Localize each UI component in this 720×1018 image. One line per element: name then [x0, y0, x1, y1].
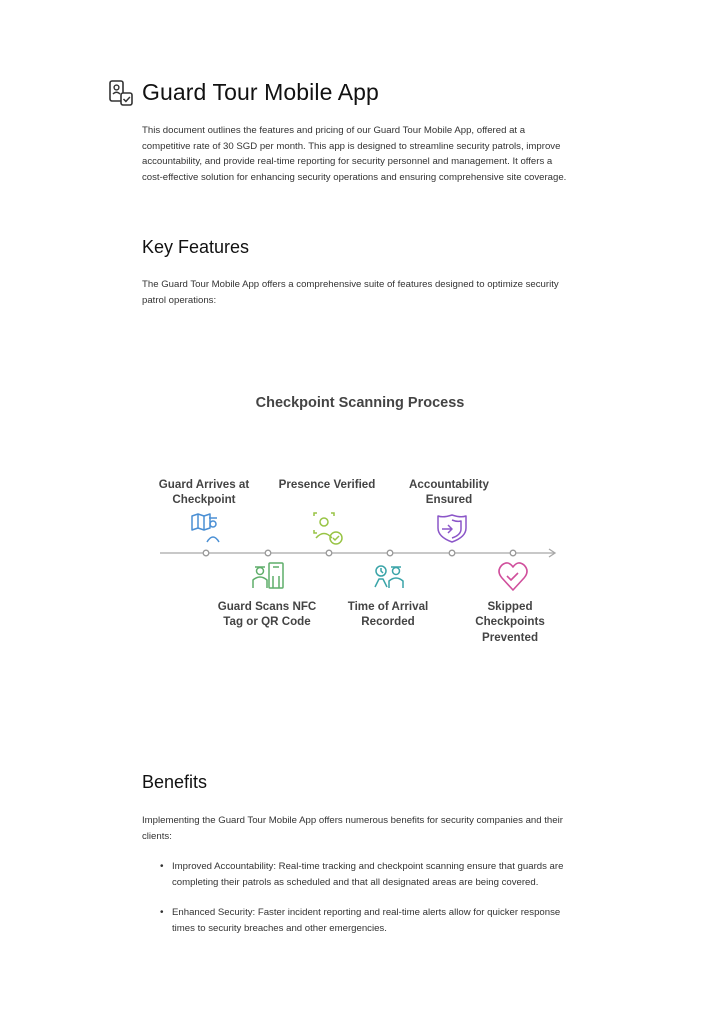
timeline-node [510, 550, 516, 556]
guard-clock-icon [375, 566, 403, 588]
timeline-node [326, 550, 332, 556]
timeline-axis [160, 549, 555, 557]
step-label-guard-arrives: Guard Arrives at Checkpoint [158, 478, 250, 507]
bullet-icon: • [160, 861, 164, 872]
title-row [108, 64, 379, 122]
guard-phone-icon [108, 79, 134, 107]
step-label-time-recorded: Time of Arrival Recorded [347, 600, 429, 629]
timeline-node [387, 550, 393, 556]
page-title: Guard Tour Mobile App [142, 79, 379, 106]
checkpoint-diagram [150, 390, 570, 660]
step-label-presence-verified: Presence Verified [278, 478, 376, 491]
benefits-heading: Benefits [142, 772, 208, 792]
key-features-paragraph: The Guard Tour Mobile App offers a comprehensive suite of features designed to optimize security patrol operations: [142, 279, 559, 306]
key-features-heading: Key Features [142, 237, 250, 257]
heart-check-icon [499, 563, 527, 590]
list-item [158, 905, 568, 936]
timeline-node [449, 550, 455, 556]
timeline-node [203, 550, 209, 556]
person-check-icon [314, 513, 342, 544]
step-label-guard-scans: Guard Scans NFC Tag or QR Code [217, 600, 317, 629]
timeline-graphic [150, 390, 570, 660]
timeline-node [265, 550, 271, 556]
list-item-text: Improved Accountability: Real-time tracking and checkpoint scanning ensure that guards are completing their patrols as scheduled and that all designated areas are being covered. [172, 861, 564, 888]
shield-arrow-icon [438, 515, 466, 542]
guard-map-icon [192, 514, 219, 542]
guard-scan-icon [253, 563, 283, 588]
intro-paragraph: This document outlines the features and pricing of our Guard Tour Mobile App, offered at a competitive rate of 30 SGD per month. This app is designed to streamline security patrols, improve accountability, and provide real-time reporting for security personnel and management. It offers a cost-effective solution for enhancing security operations and ensuring comprehensive site coverage. [142, 125, 567, 183]
benefits-paragraph: Implementing the Guard Tour Mobile App offers numerous benefits for security companies and their clients: [142, 815, 563, 842]
step-label-accountability: Accountability Ensured [409, 478, 489, 507]
diagram-title: Checkpoint Scanning Process [255, 395, 465, 411]
step-label-skipped-prevented: Skipped Checkpoints Prevented [475, 600, 545, 644]
benefits-list [158, 859, 568, 951]
list-item [158, 859, 568, 890]
list-item-text: Enhanced Security: Faster incident reporting and real-time alerts allow for quicker response times to security breaches and other emergencies. [172, 907, 561, 934]
bullet-icon: • [160, 907, 164, 919]
